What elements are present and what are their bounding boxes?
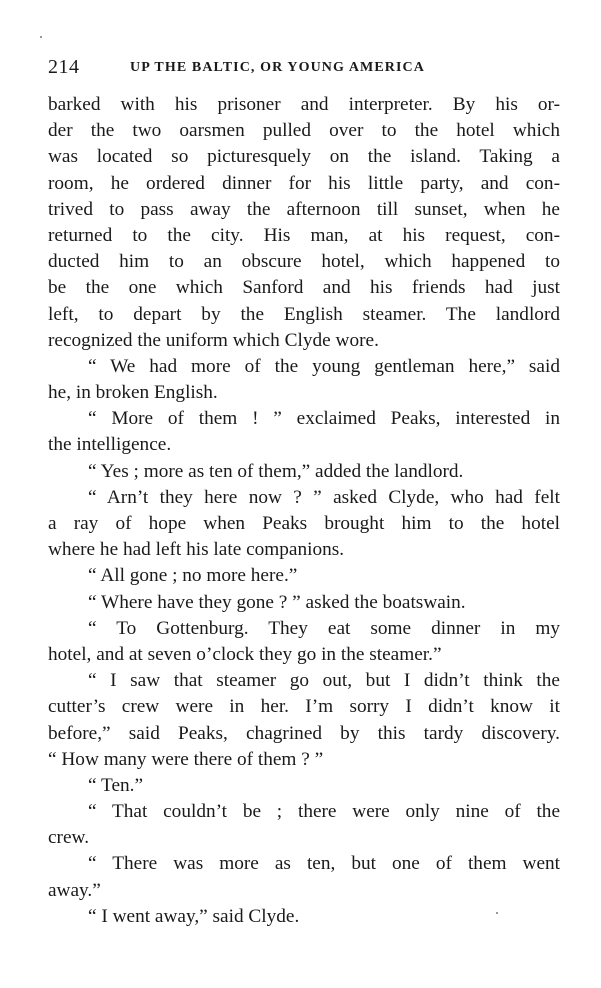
text-line: “ There was more as ten, but one of them went <box>88 853 560 875</box>
text-line: “ Ten.” <box>88 774 144 796</box>
text-line: “ All gone ; no more here.” <box>88 565 298 587</box>
scan-speck <box>496 912 498 914</box>
text-line: crew. <box>48 827 90 849</box>
text-line: trived to pass away the afternoon till sunset, when he <box>48 198 560 220</box>
text-line: recognized the uniform which Clyde wore. <box>48 329 379 351</box>
text-line: where he had left his late companions. <box>48 539 345 561</box>
text-line: he, in broken English. <box>48 382 218 404</box>
text-line: be the one which Sanford and his friends had just <box>48 277 560 299</box>
text-line: the intelligence. <box>48 434 172 456</box>
text-line: before,” said Peaks, chagrined by this tardy discovery. <box>48 722 560 744</box>
text-line: “ I saw that steamer go out, but I didn’t think the <box>88 670 560 692</box>
text-line: away.” <box>48 879 101 901</box>
text-line: “ Arn’t they here now ? ” asked Clyde, who had felt <box>88 486 560 508</box>
text-line: “ We had more of the young gentleman here,” said <box>88 355 560 377</box>
text-line: “ Yes ; more as ten of them,” added the landlord. <box>88 460 464 482</box>
running-title: UP THE BALTIC, OR YOUNG AMERICA <box>130 60 425 75</box>
text-line: cutter’s crew were in her. I’m sorry I didn’t know it <box>48 696 560 718</box>
text-line: room, he ordered dinner for his little party, and con- <box>48 172 560 194</box>
text-line: was located so picturesquely on the island. Taking a <box>48 146 560 168</box>
text-line: “ I went away,” said Clyde. <box>88 905 300 927</box>
text-line: “ Where have they gone ? ” asked the boatswain. <box>88 591 466 613</box>
running-head <box>48 56 558 80</box>
text-line: der the two oarsmen pulled over to the hotel which <box>48 120 560 142</box>
body-text <box>48 92 560 930</box>
text-line: ducted him to an obscure hotel, which happened to <box>48 251 560 273</box>
page-number: 214 <box>48 56 80 78</box>
text-line: “ More of them ! ” exclaimed Peaks, interested in <box>88 408 560 430</box>
text-line: returned to the city. His man, at his request, con- <box>48 224 560 246</box>
text-line: hotel, and at seven o’clock they go in the steamer.” <box>48 643 442 665</box>
text-line: barked with his prisoner and interpreter. By his or- <box>48 94 560 115</box>
text-line: a ray of hope when Peaks brought him to the hotel <box>48 513 560 534</box>
text-line: left, to depart by the English steamer. The landlord <box>48 303 560 325</box>
scan-speck <box>40 36 42 38</box>
text-line: “ That couldn’t be ; there were only nine of the <box>88 801 560 823</box>
text-line: “ How many were there of them ? ” <box>48 748 324 770</box>
text-line: “ To Gottenburg. They eat some dinner in my <box>88 617 560 639</box>
